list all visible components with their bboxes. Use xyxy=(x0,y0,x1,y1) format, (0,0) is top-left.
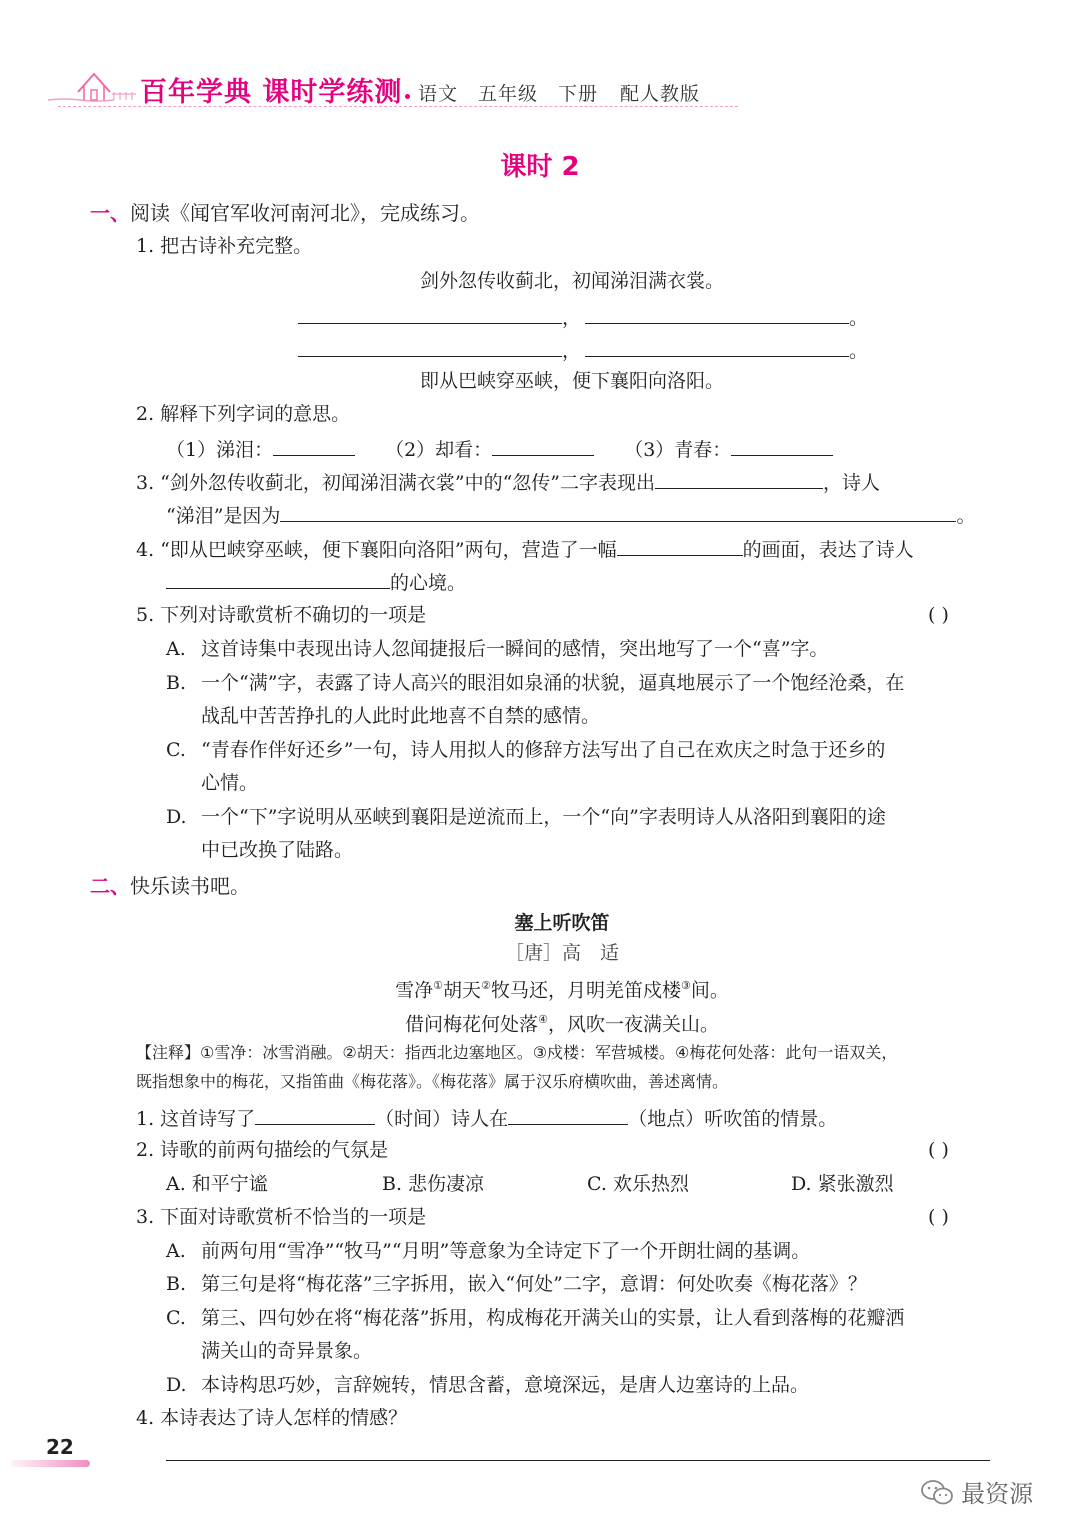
section2-heading xyxy=(90,873,250,899)
s2-q3-answer-paren[interactable]: ( ) xyxy=(928,1206,949,1228)
q4-blank-2[interactable] xyxy=(166,568,390,589)
s1-q5-label: 5. 下列对诗歌赏析不确切的一项是 xyxy=(136,604,427,626)
s1-q3-line1: 3. “剑外忽传收蓟北，初闻涕泪满衣裳”中的“忽传”二字表现出 ，诗人 xyxy=(136,468,880,496)
section2-title: 快乐读书吧。 xyxy=(130,874,250,898)
s2-q3-option-a[interactable]: A. xyxy=(166,1240,186,1262)
house-icon xyxy=(44,62,140,106)
s1-q5-option-d[interactable]: D. xyxy=(166,806,187,828)
header-edition: 配人教版 xyxy=(620,83,701,105)
s2-q2-option-c[interactable]: C. 欢乐热烈 xyxy=(587,1173,689,1195)
lesson-title: 课时 2 xyxy=(500,152,580,182)
header-volume: 下册 xyxy=(558,83,599,105)
s1-q5-option-c-text-2: 心情。 xyxy=(201,772,259,794)
brand-title: 百年学典 课时学练测 xyxy=(140,77,403,108)
poem-fill-row-2: ， 。 xyxy=(298,336,868,364)
section1-heading xyxy=(90,200,480,226)
q2-item-1: （1）涕泪： xyxy=(166,439,274,461)
s1-q5-option-a[interactable]: A. xyxy=(166,638,186,660)
s2-q2-option-b[interactable]: B. 悲伤凄凉 xyxy=(382,1173,485,1195)
watermark-text: 最资源 xyxy=(961,1480,1034,1508)
s1-q5-option-d-text-1: 一个“下”字说明从巫峡到襄阳是逆流而上，一个“向”字表明诗人从洛阳到襄阳的途 xyxy=(201,806,886,828)
q2-item-2: （2）却看： xyxy=(385,439,493,461)
s2-q3-option-d[interactable]: D. xyxy=(166,1374,187,1396)
poem-title: 塞上听吹笛 xyxy=(514,912,610,934)
s1-q2-label: 2. 解释下列字词的意思。 xyxy=(136,403,351,425)
s1-q5-option-c[interactable]: C. xyxy=(166,739,186,761)
s2-q4-answer-line[interactable] xyxy=(166,1460,990,1461)
poem-note-1: 【注释】①雪净：冰雪消融。②胡天：指西北边塞地区。③戍楼：军营城楼。④梅花何处落：此句一语双关， xyxy=(136,1043,898,1062)
q3-blank-1[interactable] xyxy=(655,468,823,489)
q2-item-3: （3）青春： xyxy=(624,439,732,461)
s1-q5-option-a-text: 这首诗集中表现出诗人忽闻捷报后一瞬间的感情，突出地写了一个“喜”字。 xyxy=(201,638,829,660)
s2-q3-option-a-text: 前两句用“雪净”“牧马”“月明”等意象为全诗定下了一个开朗壮阔的基调。 xyxy=(201,1240,811,1262)
s1-q1-label: 1. 把古诗补充完整。 xyxy=(136,235,313,257)
s2-q2-option-a[interactable]: A. 和平宁谧 xyxy=(166,1173,268,1195)
s1-q5-option-d-text-2: 中已改换了陆路。 xyxy=(201,839,354,861)
poem-fill-row-1: ， 。 xyxy=(298,303,868,331)
s2-q2-answer-paren[interactable]: ( ) xyxy=(928,1139,949,1161)
s1-q3-line2: “涕泪”是因为 。 xyxy=(166,501,975,529)
poem2-line-1: 雪净①胡天②牧马还，月明羌笛戍楼③间。 xyxy=(395,979,729,1002)
s2-q3-option-b[interactable]: B. xyxy=(166,1273,187,1295)
header-divider xyxy=(58,106,738,107)
poem-blank-line3a[interactable] xyxy=(298,336,562,357)
s1-q5-option-b-text-2: 战乱中苦苦挣扎的人此时此地喜不自禁的感情。 xyxy=(201,705,601,727)
poem-blank-line2b[interactable] xyxy=(585,303,849,324)
poem-blank-line3b[interactable] xyxy=(585,336,849,357)
s2-q3-label: 3. 下面对诗歌赏析不恰当的一项是 xyxy=(136,1206,427,1228)
s1-q5-option-b-text-1: 一个“满”字，表露了诗人高兴的眼泪如泉涌的状貌，逼真地展示了一个饱经沧桑，在 xyxy=(201,672,905,694)
s1-q4-line2: 的心境。 xyxy=(166,568,466,596)
header-dot xyxy=(405,94,410,99)
s1-q2-items xyxy=(166,435,833,463)
s2-q1-blank-place[interactable] xyxy=(508,1104,628,1125)
poem2-line-2: 借问梅花何处落④，风吹一夜满关山。 xyxy=(405,1013,719,1036)
s2-q1-blank-time[interactable] xyxy=(255,1104,375,1125)
page-number: 22 xyxy=(46,1435,74,1459)
poem-line-4: 即从巴峡穿巫峡，便下襄阳向洛阳。 xyxy=(420,370,725,392)
s1-q5-option-c-text-1: “青春作伴好还乡”一句，诗人用拟人的修辞方法写出了自己在欢庆之时急于还乡的 xyxy=(201,739,886,761)
s2-q3-option-d-text: 本诗构思巧妙，言辞婉转，情思含蓄，意境深远，是唐人边塞诗的上品。 xyxy=(201,1374,810,1396)
section2-number: 二、 xyxy=(90,874,130,898)
s2-q3-option-c[interactable]: C. xyxy=(166,1307,186,1329)
s1-q5-option-b[interactable]: B. xyxy=(166,672,187,694)
poem-line-1: 剑外忽传收蓟北，初闻涕泪满衣裳。 xyxy=(420,270,725,292)
poem-author: ［唐］高 适 xyxy=(504,942,619,964)
wechat-icon xyxy=(920,1477,956,1507)
q2-blank-3[interactable] xyxy=(731,435,833,456)
s2-q3-option-b-text: 第三句是将“梅花落”三字拆用，嵌入“何处”二字，意谓：何处吹奏《梅花落》？ xyxy=(201,1273,867,1295)
header-subject: 语文 xyxy=(418,83,459,105)
s2-q3-option-c-text-1: 第三、四句妙在将“梅花落”拆用，构成梅花开满关山的实景，让人看到落梅的花瓣洒 xyxy=(201,1307,905,1329)
s1-q4-line1: 4. “即从巴峡穿巫峡，便下襄阳向洛阳”两句，营造了一幅 的画面，表达了诗人 xyxy=(136,535,914,563)
watermark xyxy=(920,1474,1033,1509)
poem-note-2: 既指想象中的梅花，又指笛曲《梅花落》。《梅花落》属于汉乐府横吹曲，善述离情。 xyxy=(136,1072,729,1091)
s2-q2-option-d[interactable]: D. 紧张激烈 xyxy=(791,1173,894,1195)
s2-q2-label: 2. 诗歌的前两句描绘的气氛是 xyxy=(136,1139,389,1161)
q2-blank-1[interactable] xyxy=(273,435,355,456)
s2-q4-label: 4. 本诗表达了诗人怎样的情感？ xyxy=(136,1407,408,1429)
s2-q1: 1. 这首诗写了 （时间）诗人在 （地点）听吹笛的情景。 xyxy=(136,1104,837,1132)
q4-blank-1[interactable] xyxy=(617,535,743,556)
q3-blank-2[interactable] xyxy=(280,501,956,522)
q2-blank-2[interactable] xyxy=(492,435,594,456)
s2-q3-option-c-text-2: 满关山的奇异景象。 xyxy=(201,1340,373,1362)
s1-q5-answer-paren[interactable]: ( ) xyxy=(928,604,949,626)
section1-title: 阅读《闻官军收河南河北》，完成练习。 xyxy=(130,201,480,225)
page-number-bar xyxy=(10,1460,90,1467)
poem-blank-line2a[interactable] xyxy=(298,303,562,324)
section1-number: 一、 xyxy=(90,201,130,225)
header-grade: 五年级 xyxy=(478,83,539,105)
